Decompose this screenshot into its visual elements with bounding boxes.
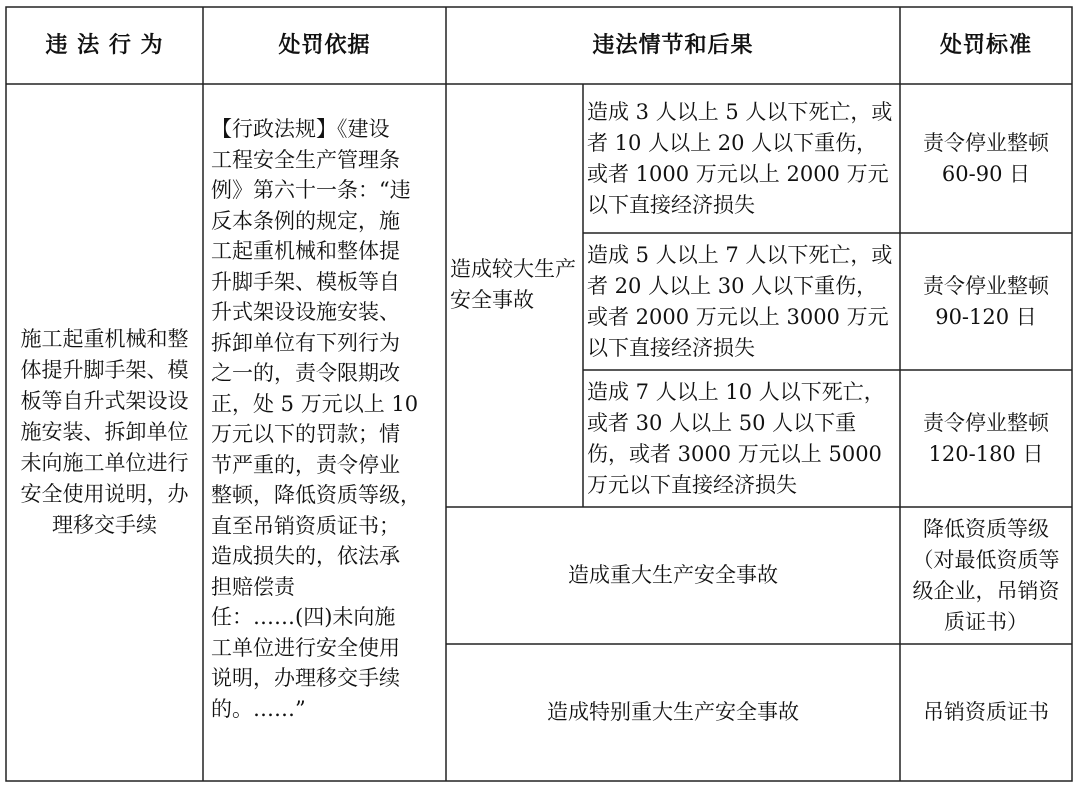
basis-line: 工程安全生产管理条 — [211, 147, 400, 172]
header-circumstances: 违法情节和后果 — [592, 32, 754, 58]
standard-text: 责令停业整顿 90-120 日 — [923, 273, 1049, 329]
legal-basis-text — [211, 114, 440, 724]
basis-line: 节严重的，责令停业 — [211, 452, 400, 477]
standard-tier-2 — [900, 233, 1072, 370]
basis-line: 升式架设设施安装、 — [211, 300, 400, 324]
header-violation: 违 法 行 为 — [45, 32, 164, 58]
basis-line: 任：……(四)未向施 — [211, 605, 396, 629]
basis-line: 工起重机械和整体提 — [211, 239, 400, 263]
basis-line: 正，处 5 万元以上 10 — [211, 391, 419, 416]
major-accident-consequence: 造成重大生产安全事故 — [568, 563, 778, 587]
basis-line: 说明，办理移交手续 — [211, 666, 400, 690]
standard-text: 责令停业整顿 120-180 日 — [923, 410, 1049, 466]
header-standard: 处罚标准 — [939, 32, 1032, 58]
basis-line: 的。……” — [211, 696, 306, 721]
basis-line: 反本条例的规定，施 — [211, 208, 400, 233]
basis-line: 造成损失的，依法承 — [211, 544, 400, 568]
standard-text: 责令停业整顿 60-90 日 — [923, 130, 1049, 186]
basis-line: 直至吊销资质证书； — [211, 513, 400, 538]
header-basis: 处罚依据 — [278, 32, 371, 58]
standard-tier-3 — [900, 370, 1072, 507]
consequence-text: 造成 5 人以上 7 人以下死亡，或者 20 人以上 30 人以下重伤，或者 2000 万元以上 3000 万元以下直接经济损失 — [587, 242, 893, 360]
consequence-tier-3 — [583, 370, 900, 507]
consequence-text: 造成 7 人以上 10 人以下死亡，或者 30 人以上 50 人以下重伤，或者 3000 万元以上 5000 万元以下直接经济损失 — [587, 379, 885, 497]
consequence-tier-2 — [583, 233, 900, 370]
extra-major-accident-standard — [900, 644, 1072, 781]
basis-line: 拆卸单位有下列行为 — [211, 330, 400, 355]
major-accident-standard — [900, 507, 1072, 644]
extra-major-accident-consequence: 造成特别重大生产安全事故 — [547, 700, 799, 724]
basis-line: 万元以下的罚款；情 — [211, 422, 400, 446]
basis-line: 担赔偿责 — [211, 574, 295, 599]
standard-tier-1 — [900, 84, 1072, 233]
larger-accident-category — [446, 84, 583, 507]
violation-text: 施工起重机械和整体提升脚手架、模板等自升式架设设施安装、拆卸单位未向施工单位进行安全使用说明，办理移交手续 — [20, 327, 189, 537]
basis-line: 【行政法规】《建设 — [211, 117, 390, 141]
standard-text: 吊销资质证书 — [923, 700, 1049, 724]
consequence-text: 造成 3 人以上 5 人以下死亡，或者 10 人以上 20 人以下重伤，或者 1000 万元以上 2000 万元以下直接经济损失 — [587, 99, 893, 217]
violation-cell — [8, 84, 201, 781]
larger-accident-label: 造成较大生产安全事故 — [450, 257, 576, 312]
basis-line: 之一的，责令限期改 — [211, 361, 400, 385]
basis-line: 例》第六十一条：“违 — [211, 178, 411, 202]
basis-line: 整顿，降低资质等级， — [211, 483, 421, 507]
basis-line: 升脚手架、模板等自 — [211, 269, 400, 294]
standard-text: 降低资质等级（对最低资质等级企业，吊销资质证书） — [912, 516, 1060, 634]
basis-line: 工单位进行安全使用 — [211, 635, 400, 660]
legal-basis-cell — [203, 84, 446, 781]
consequence-tier-1 — [583, 84, 900, 233]
